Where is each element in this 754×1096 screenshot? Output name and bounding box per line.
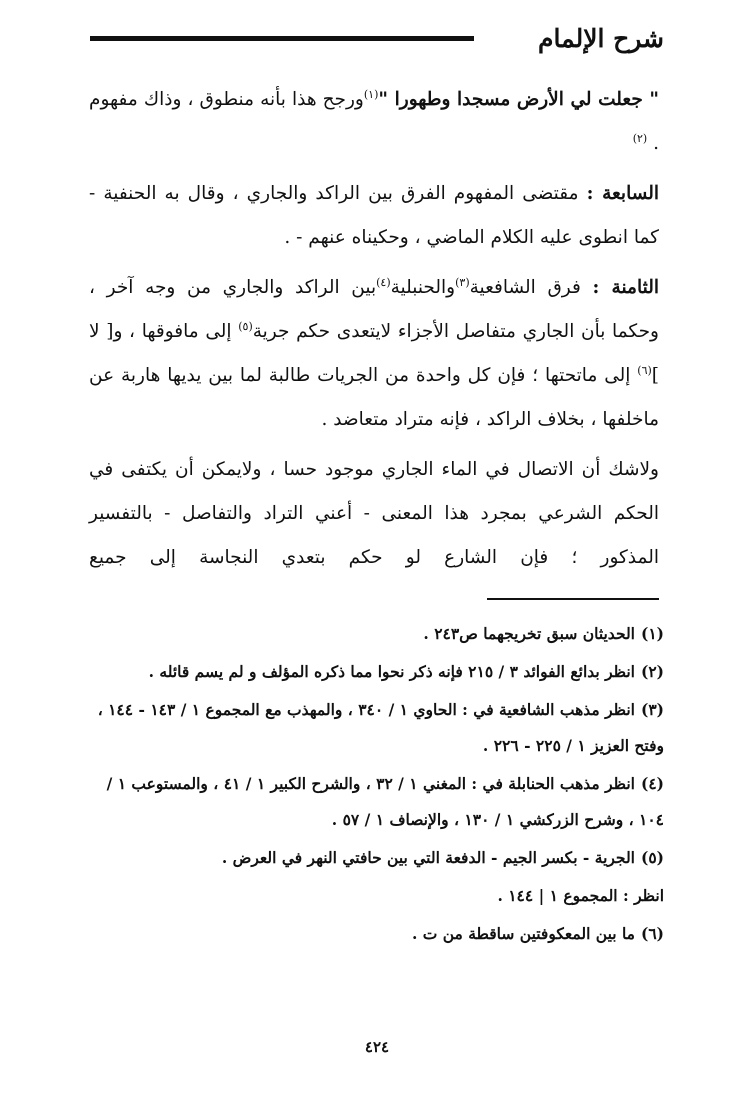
paragraph-2-label: السابعة : — [586, 183, 659, 204]
footnote-5-continuation: انظر : المجموع ١ | ١٤٤ . — [497, 886, 664, 905]
footnote-text: انظر مذهب الحنابلة في : المغني ١ / ٣٢ ، والشرح الكبير ١ / ٤١ ، والمستوعب ١ / ١٠٤ ، وشرح الزركشي ١ / ١٣٠ ، والإنصاف ١ / ٥٧ . — [106, 774, 664, 829]
paragraph-4 — [89, 448, 659, 580]
footnote-number: (٤) — [640, 774, 664, 793]
footnote-number: (١) — [640, 624, 664, 643]
paragraph-1 — [89, 78, 659, 166]
footnote-ref-6[interactable]: (٦) — [637, 363, 652, 377]
footnote-text: انظر بدائع الفوائد ٣ / ٢١٥ فإنه ذكر نحوا مما ذكره المؤلف و لم يسم قائله . — [148, 662, 635, 681]
paragraph-3-text-a: فرق الشافعية — [469, 277, 581, 298]
footnote-5 — [89, 840, 664, 876]
footnote-3 — [89, 692, 664, 764]
footnote-ref-2[interactable]: (٢) — [632, 131, 648, 145]
footnote-ref-5[interactable]: (٥) — [238, 319, 253, 333]
paragraph-3-text-e: إلى ماتحتها ؛ فإن كل واحدة من الجريات طالبة لما بين يديها هاربة عن ماخلفها ، بخلاف الراكد ، فإنه متراد متعاضد . — [89, 365, 659, 430]
footnote-number: (٦) — [640, 924, 664, 943]
footnote-ref-4[interactable]: (٤) — [376, 275, 391, 289]
hadith-quote: " جعلت لي الأرض مسجدا وطهورا " — [378, 89, 659, 110]
paragraph-3 — [89, 266, 659, 442]
header-rule — [90, 36, 474, 41]
footnote-number: (٢) — [640, 662, 664, 681]
footnote-4 — [89, 766, 664, 838]
footnote-number: (٥) — [640, 848, 664, 867]
paragraph-2-text: مقتضى المفهوم الفرق بين الراكد والجاري ، وقال به الحنفية - كما انطوى عليه الكلام الماضي ، وحكيناه عنهم - . — [89, 183, 659, 248]
main-text — [89, 78, 659, 586]
page-number: ٤٢٤ — [364, 1038, 390, 1056]
paragraph-3-text-c: بين الراكد والجاري من وجه آخر ، وحكما بأن الجاري متفاصل الأجزاء لايتعدى حكم جرية — [89, 277, 659, 342]
footnote-text: انظر مذهب الشافعية في : الحاوي ١ / ٣٤٠ ، والمهذب مع المجموع ١ / ١٤٣ - ١٤٤ ، وفتح العزيز ١ / ٢٢٥ - ٢٢٦ . — [97, 700, 664, 755]
footnotes — [89, 616, 664, 954]
paragraph-1-text: ورجح هذا بأنه منطوق ، وذاك مفهوم . — [89, 89, 659, 154]
footnote-text: ما بين المعكوفتين ساقطة من ت . — [411, 924, 635, 943]
paragraph-3-text-b: والحنبلية — [390, 277, 456, 298]
paragraph-3-text-d: إلى مافوقها ، و[ لا ] — [89, 321, 659, 386]
running-title: شرح الإلمام — [538, 24, 664, 53]
paragraph-3-label: الثامنة : — [592, 277, 659, 298]
footnote-number: (٣) — [640, 700, 664, 719]
paragraph-2 — [89, 172, 659, 260]
footnote-text: الجرية - بكسر الجيم - الدفعة التي بين حافتي النهر في العرض . — [221, 848, 635, 867]
footnote-text: الحديثان سبق تخريجهما ص٢٤٣ . — [423, 624, 635, 643]
paragraph-4-text: ولاشك أن الاتصال في الماء الجاري موجود حسا ، ولايمكن أن يكتفى في الحكم الشرعي بمجرد هذا المعنى - أعني التراد والتفاصل - بالتفسير المذكور ؛ فإن الشارع لو حكم بتعدي النجاسة إلى جميع — [89, 459, 659, 568]
footnote-ref-3[interactable]: (٣) — [455, 275, 470, 289]
footnote-1 — [89, 616, 664, 652]
footnote-2 — [89, 654, 664, 690]
page-header — [90, 22, 664, 62]
footnote-separator — [487, 598, 659, 600]
footnote-6 — [89, 916, 664, 952]
footnote-ref-1[interactable]: (١) — [363, 87, 379, 101]
